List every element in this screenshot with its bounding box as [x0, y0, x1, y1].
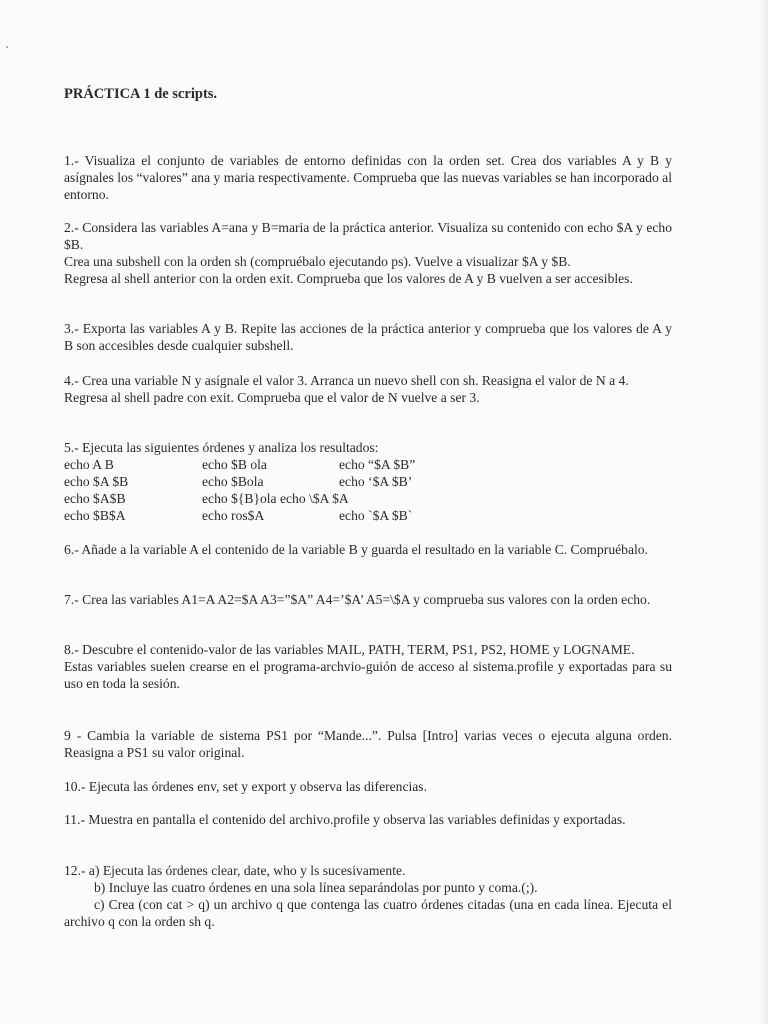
command-cell: echo ros$A — [202, 508, 265, 523]
exercise-6-text: 6.- Añade a la variable A el contenido de la variable B y guarda el resultado en la variable C. Compruébalo. — [64, 542, 648, 557]
exercise-10 — [64, 778, 672, 795]
exercise-2-text-b: Crea una subshell con la orden sh (compruébalo ejecutando ps). Vuelve a visualizar $A y $B. — [64, 254, 571, 269]
document-title: PRÁCTICA 1 de scripts. — [64, 86, 218, 102]
exercise-3-text: 3.- Exporta las variables A y B. Repite las acciones de la práctica anterior y comprueba que los valores de A y B son accesibles desde cualquier subshell. — [64, 321, 672, 353]
command-cell: echo ${B}ola echo \$A $A — [202, 491, 349, 506]
exercise-8-text-a: 8.- Descubre el contenido-valor de las variables MAIL, PATH, TERM, PS1, PS2, HOME y LOGNAME. — [64, 642, 635, 657]
exercise-7 — [64, 591, 672, 608]
command-cell: echo ‘$A $B’ — [339, 474, 413, 489]
exercise-1 — [64, 152, 672, 203]
command-cell: echo $A$B — [64, 491, 126, 506]
scan-speck — [6, 46, 8, 48]
command-cell: echo $Bola — [202, 474, 264, 489]
exercise-2 — [64, 219, 672, 287]
exercise-5-intro: 5.- Ejecuta las siguientes órdenes y analiza los resultados: — [64, 440, 379, 455]
exercise-4-text-a: 4.- Crea una variable N y asígnale el valor 3. Arranca un nuevo shell con sh. Reasigna el valor de N a 4. — [64, 373, 629, 388]
exercise-2-text-a: 2.- Considera las variables A=ana y B=maria de la práctica anterior. Visualiza su contenido con echo $A y echo $B. — [64, 220, 672, 252]
exercise-4-text-b: Regresa al shell padre con exit. Comprueba que el valor de N vuelve a ser 3. — [64, 390, 480, 405]
exercise-9 — [64, 727, 672, 761]
exercise-7-text: 7.- Crea las variables A1=A A2=$A A3=”$A” A4=’$A’ A5=\$A y comprueba sus valores con la orden echo. — [64, 592, 651, 607]
exercise-12-text-c: c) Crea (con cat > q) un archivo q que contenga las cuatro órdenes citadas (una en cada línea. Ejecuta el archivo q con la orden sh q. — [64, 897, 672, 929]
exercise-12-text-a: 12.- a) Ejecuta las órdenes clear, date, who y ls sucesivamente. — [64, 863, 406, 878]
exercise-8 — [64, 641, 672, 692]
command-cell: echo $A $B — [64, 474, 129, 489]
exercise-2-text-c: Regresa al shell anterior con la orden exit. Comprueba que los valores de A y B vuelven a ser accesibles. — [64, 271, 633, 286]
exercise-11-text: 11.- Muestra en pantalla el contenido del archivo.profile y observa las variables definidas y exportadas. — [64, 812, 626, 827]
exercise-11 — [64, 811, 672, 828]
command-cell: echo $B ola — [202, 457, 267, 472]
exercise-1-text: 1.- Visualiza el conjunto de variables de entorno definidas con la orden set. Crea dos variables A y B y asígnales los “valores” ana y maria respectivamente. Comprueba que las nuevas variables se han incorporado al entorno. — [64, 153, 672, 202]
exercise-6 — [64, 541, 672, 558]
page-edge-shadow — [758, 0, 768, 1024]
exercise-9-text: 9 - Cambia la variable de sistema PS1 por “Mande...”. Pulsa [Intro] varias veces o ejecuta alguna orden. Reasigna a PS1 su valor original. — [64, 728, 672, 760]
exercise-4 — [64, 372, 672, 406]
command-cell: echo `$A $B` — [339, 508, 413, 523]
command-cell: echo “$A $B” — [339, 457, 416, 472]
exercise-12-text-b: b) Incluye las cuatro órdenes en una sola línea separándolas por punto y coma.(;). — [94, 880, 538, 895]
command-cell: echo $B$A — [64, 508, 126, 523]
exercise-10-text: 10.- Ejecuta las órdenes env, set y export y observa las diferencias. — [64, 779, 427, 794]
exercise-12 — [64, 862, 672, 930]
command-cell: echo A B — [64, 457, 114, 472]
exercise-3 — [64, 320, 672, 354]
exercise-5 — [64, 439, 672, 456]
exercise-8-text-b: Estas variables suelen crearse en el programa-archvio-guión de acceso al sistema.profile y exportadas para su uso en toda la sesión. — [64, 659, 672, 691]
